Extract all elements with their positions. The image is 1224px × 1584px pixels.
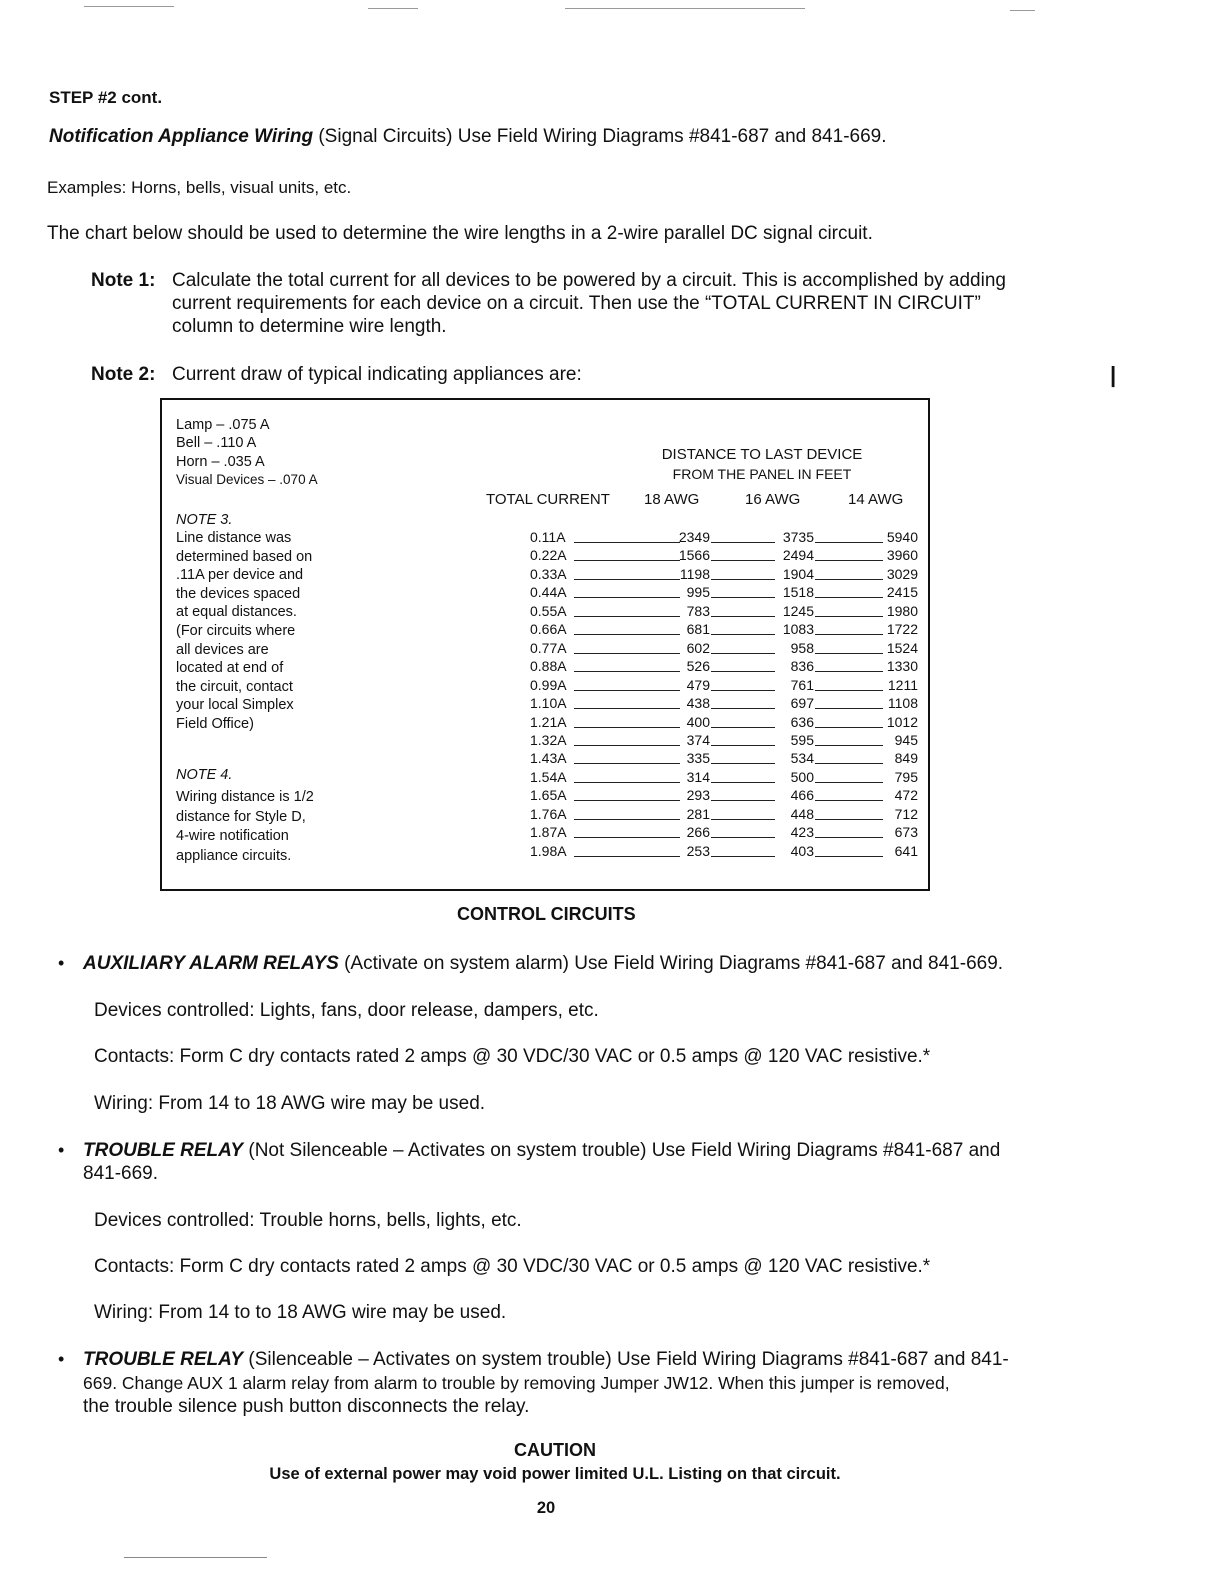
- table-row: [530, 584, 920, 602]
- cell-14awg: 472: [894, 787, 918, 804]
- table-row: [530, 695, 920, 713]
- note3-line: at equal distances.: [176, 604, 297, 621]
- trouble-silenceable-line: [83, 1349, 1009, 1371]
- appliance-horn: Horn – .035 A: [176, 454, 265, 470]
- note3-line: .11A per device and: [176, 567, 304, 584]
- cell-14awg: 2415: [886, 584, 918, 601]
- trouble-relay-rest: (Not Silenceable – Activates on system trouble) Use Field Wiring Diagrams #841-687 and: [243, 1140, 1001, 1161]
- scan-mark: [1010, 10, 1035, 11]
- leader-line: [574, 560, 680, 561]
- cell-current: 1.32A: [530, 731, 567, 748]
- cell-16awg: 423: [790, 824, 814, 841]
- leader-line: [711, 837, 775, 838]
- note1-line: column to determine wire length.: [172, 316, 447, 337]
- cell-14awg: 1108: [887, 695, 918, 712]
- cell-18awg: 995: [686, 584, 710, 601]
- leader-line: [815, 763, 883, 764]
- leader-line: [574, 856, 680, 857]
- leader-line: [711, 819, 775, 820]
- table-row: [530, 621, 920, 639]
- appliance-bell: Bell – .110 A: [176, 435, 257, 451]
- table-row: [530, 714, 920, 732]
- cell-16awg: 836: [790, 658, 814, 675]
- aux-relay-line: [83, 953, 1003, 975]
- leader-line: [574, 616, 680, 617]
- cell-16awg: 403: [790, 842, 814, 859]
- note3-line: determined based on: [176, 548, 313, 565]
- note3-line: located at end of: [176, 660, 284, 677]
- cell-18awg: 335: [686, 750, 710, 767]
- note2-label: Note 2:: [91, 364, 156, 385]
- leader-line: [815, 745, 883, 746]
- leader-line: [574, 653, 680, 654]
- note3-line: all devices are: [176, 641, 269, 658]
- table-row: [530, 677, 920, 695]
- trouble-silenceable-rest: (Silenceable – Activates on system trouble) Use Field Wiring Diagrams #841-687 and 841-: [243, 1349, 1009, 1370]
- table-row: [530, 658, 920, 676]
- leader-line: [815, 837, 883, 838]
- cell-16awg: 500: [790, 768, 814, 785]
- trouble-contacts: Contacts: Form C dry contacts rated 2 amps @ 30 VDC/30 VAC or 0.5 amps @ 120 VAC resistive.*: [94, 1256, 931, 1277]
- intro-title-rest: (Signal Circuits) Use Field Wiring Diagrams #841-687 and 841-669.: [313, 126, 887, 147]
- cell-16awg: 958: [790, 639, 814, 656]
- cell-18awg: 281: [686, 805, 710, 822]
- caution-text: Use of external power may void power limited U.L. Listing on that circuit.: [269, 1465, 841, 1483]
- cell-16awg: 761: [790, 676, 814, 693]
- leader-line: [574, 542, 680, 543]
- cell-18awg: 479: [686, 676, 710, 693]
- cell-16awg: 1904: [782, 565, 814, 582]
- table-row: [530, 547, 920, 565]
- leader-line: [574, 597, 680, 598]
- leader-line: [815, 653, 883, 654]
- table-row: [530, 603, 920, 621]
- cell-14awg: 1211: [887, 676, 918, 693]
- leader-line: [815, 800, 883, 801]
- aux-devices: Devices controlled: Lights, fans, door release, dampers, etc.: [94, 1000, 599, 1021]
- leader-line: [574, 763, 680, 764]
- cell-current: 1.98A: [530, 842, 567, 859]
- leader-line: [815, 560, 883, 561]
- cell-14awg: 3029: [886, 565, 918, 582]
- scan-mark: [565, 8, 805, 9]
- leader-line: [815, 634, 883, 635]
- cell-14awg: 945: [894, 731, 918, 748]
- trouble-silenceable-title: TROUBLE RELAY: [83, 1349, 244, 1370]
- leader-line: [815, 708, 883, 709]
- step-heading: STEP #2 cont.: [49, 88, 163, 107]
- note4-line: Wiring distance is 1/2: [176, 789, 314, 805]
- leader-line: [815, 690, 883, 691]
- leader-line: [711, 634, 775, 635]
- chart-sentence: The chart below should be used to determine the wire lengths in a 2-wire parallel DC signal circuit.: [47, 223, 873, 244]
- cell-current: 1.54A: [530, 768, 567, 785]
- cell-14awg: 849: [894, 750, 918, 767]
- trouble-relay-rest2: 841-669.: [83, 1163, 159, 1184]
- cell-16awg: 534: [790, 750, 814, 767]
- table-row: [530, 732, 920, 750]
- table-row: [530, 566, 920, 584]
- trouble-silenceable-line2: 669. Change AUX 1 alarm relay from alarm to trouble by removing Jumper JW12. When this jumper is removed,: [83, 1373, 950, 1393]
- chart-title-2: FROM THE PANEL IN FEET: [672, 466, 852, 482]
- note3-line: (For circuits where: [176, 623, 296, 639]
- cell-18awg: 602: [686, 639, 710, 656]
- table-row: [530, 640, 920, 658]
- leader-line: [711, 745, 775, 746]
- leader-line: [711, 542, 775, 543]
- cell-current: 0.33A: [530, 565, 567, 582]
- note4-line: appliance circuits.: [176, 847, 292, 864]
- intro-line: [49, 126, 887, 148]
- leader-line: [711, 653, 775, 654]
- trouble-devices: Devices controlled: Trouble horns, bells, lights, etc.: [94, 1210, 522, 1231]
- trouble-relay-line: [83, 1140, 1000, 1162]
- col-header-16awg: 16 AWG: [745, 491, 801, 508]
- note3-line: the devices spaced: [176, 585, 301, 602]
- leader-line: [574, 690, 680, 691]
- cell-current: 0.99A: [530, 676, 567, 693]
- cell-18awg: 2349: [678, 529, 710, 545]
- cell-current: 1.10A: [530, 695, 567, 712]
- appliance-lamp: Lamp – .075 A: [176, 417, 270, 433]
- trouble-wiring: Wiring: From 14 to to 18 AWG wire may be used.: [94, 1302, 507, 1323]
- cell-current: 0.22A: [530, 547, 567, 564]
- cell-current: 0.44A: [530, 584, 567, 601]
- table-row: [530, 787, 920, 805]
- table-row: [530, 529, 920, 547]
- cell-18awg: 438: [686, 695, 710, 712]
- cell-current: 1.87A: [530, 824, 567, 841]
- leader-line: [574, 819, 680, 820]
- cell-18awg: 783: [686, 602, 710, 619]
- cell-16awg: 2494: [782, 547, 814, 564]
- cell-current: 1.43A: [530, 750, 567, 767]
- leader-line: [711, 560, 775, 561]
- cell-18awg: 314: [686, 768, 710, 785]
- cell-18awg: 253: [686, 842, 710, 859]
- cell-current: 1.65A: [530, 787, 567, 804]
- cell-18awg: 1198: [679, 565, 710, 582]
- bullet: •: [58, 1349, 65, 1369]
- cell-16awg: 3735: [782, 529, 814, 545]
- leader-line: [815, 597, 883, 598]
- col-header-18awg: 18 AWG: [644, 491, 700, 508]
- leader-line: [574, 727, 680, 728]
- leader-line: [574, 837, 680, 838]
- cell-14awg: 1722: [886, 621, 918, 638]
- note4-line: distance for Style D,: [176, 808, 306, 825]
- cell-18awg: 1566: [678, 547, 710, 564]
- intro-title: Notification Appliance Wiring: [49, 126, 314, 147]
- leader-line: [711, 800, 775, 801]
- cell-14awg: 641: [894, 842, 918, 859]
- cell-16awg: 697: [790, 695, 814, 712]
- chart-title-1: DISTANCE TO LAST DEVICE: [661, 446, 863, 463]
- control-heading: CONTROL CIRCUITS: [457, 904, 636, 924]
- trouble-silenceable-line3: the trouble silence push button disconnects the relay.: [83, 1396, 530, 1417]
- examples-line: Examples: Horns, bells, visual units, etc.: [47, 178, 352, 197]
- leader-line: [815, 671, 883, 672]
- cell-14awg: 1524: [886, 639, 918, 656]
- leader-line: [574, 782, 680, 783]
- cell-18awg: 526: [686, 658, 710, 675]
- leader-line: [815, 616, 883, 617]
- cell-current: 0.77A: [530, 639, 567, 656]
- leader-line: [711, 708, 775, 709]
- footer-rule: [124, 1557, 267, 1558]
- cell-14awg: 1330: [886, 658, 918, 675]
- leader-line: [574, 745, 680, 746]
- caution-title: CAUTION: [514, 1440, 596, 1460]
- leader-line: [815, 579, 883, 580]
- leader-line: [711, 763, 775, 764]
- note2-text: Current draw of typical indicating appliances are:: [172, 364, 582, 385]
- cell-current: 0.55A: [530, 602, 567, 619]
- cell-16awg: 448: [790, 805, 814, 822]
- leader-line: [574, 800, 680, 801]
- cell-current: 0.66A: [530, 621, 567, 638]
- page-number: 20: [536, 1499, 556, 1517]
- leader-line: [574, 708, 680, 709]
- scan-mark: [84, 6, 174, 7]
- cell-16awg: 1518: [782, 584, 814, 601]
- cell-18awg: 374: [686, 731, 710, 748]
- scan-mark: [368, 8, 418, 9]
- cell-14awg: 1012: [886, 713, 918, 730]
- leader-line: [711, 616, 775, 617]
- table-row: [530, 750, 920, 768]
- aux-relay-rest: (Activate on system alarm) Use Field Wiring Diagrams #841-687 and 841-669.: [338, 953, 1004, 974]
- leader-line: [574, 579, 680, 580]
- cell-14awg: 1980: [886, 602, 918, 619]
- note4-title: NOTE 4.: [176, 767, 233, 783]
- leader-line: [711, 671, 775, 672]
- note1-label: Note 1:: [91, 270, 156, 291]
- bullet: •: [58, 953, 65, 973]
- aux-wiring: Wiring: From 14 to 18 AWG wire may be used.: [94, 1093, 486, 1114]
- note4-line: 4-wire notification: [176, 828, 289, 844]
- leader-line: [815, 782, 883, 783]
- leader-line: [815, 542, 883, 543]
- leader-line: [574, 671, 680, 672]
- cell-16awg: 595: [790, 731, 814, 748]
- trouble-relay-title: TROUBLE RELAY: [83, 1140, 244, 1161]
- leader-line: [711, 597, 775, 598]
- cell-14awg: 712: [894, 805, 918, 822]
- note1-line: current requirements for each device on a circuit. Then use the “TOTAL CURRENT IN CIRCUIT”: [172, 293, 981, 314]
- leader-line: [711, 856, 775, 857]
- note3-title: NOTE 3.: [176, 512, 233, 528]
- aux-relay-title: AUXILIARY ALARM RELAYS: [83, 953, 339, 974]
- note3-line: the circuit, contact: [176, 678, 293, 695]
- aux-contacts: Contacts: Form C dry contacts rated 2 amps @ 30 VDC/30 VAC or 0.5 amps @ 120 VAC resistive.*: [94, 1046, 931, 1067]
- cell-18awg: 400: [686, 713, 710, 730]
- table-row: [530, 806, 920, 824]
- cell-16awg: 1245: [782, 602, 814, 619]
- note3-line: your local Simplex: [176, 697, 294, 714]
- col-header-14awg: 14 AWG: [848, 491, 904, 508]
- cell-18awg: 266: [686, 824, 710, 841]
- leader-line: [574, 634, 680, 635]
- cell-14awg: 795: [894, 768, 918, 785]
- cell-16awg: 466: [790, 787, 814, 804]
- note1-line: Calculate the total current for all devices to be powered by a circuit. This is accomplished by adding: [172, 270, 1006, 291]
- leader-line: [815, 727, 883, 728]
- cell-current: 1.21A: [530, 713, 567, 730]
- col-header-current: TOTAL CURRENT: [486, 491, 610, 508]
- table-row: [530, 843, 920, 861]
- note3-line: Field Office): [176, 716, 254, 732]
- cell-14awg: 5940: [886, 529, 918, 545]
- leader-line: [711, 727, 775, 728]
- leader-line: [711, 690, 775, 691]
- cell-current: 0.88A: [530, 658, 567, 675]
- scan-artifact: |: [1110, 362, 1117, 387]
- cell-current: 0.11A: [530, 529, 566, 545]
- bullet: •: [58, 1140, 65, 1160]
- cell-16awg: 1083: [782, 621, 814, 638]
- cell-current: 1.76A: [530, 805, 567, 822]
- table-row: [530, 824, 920, 842]
- cell-14awg: 673: [894, 824, 918, 841]
- wire-length-chart: [160, 398, 930, 891]
- cell-18awg: 681: [686, 621, 710, 638]
- leader-line: [711, 579, 775, 580]
- leader-line: [815, 819, 883, 820]
- note3-line: Line distance was: [176, 530, 292, 546]
- leader-line: [711, 782, 775, 783]
- leader-line: [815, 856, 883, 857]
- cell-16awg: 636: [790, 713, 814, 730]
- cell-18awg: 293: [686, 787, 710, 804]
- cell-14awg: 3960: [886, 547, 918, 564]
- appliance-visual: Visual Devices – .070 A: [176, 472, 318, 487]
- table-row: [530, 769, 920, 787]
